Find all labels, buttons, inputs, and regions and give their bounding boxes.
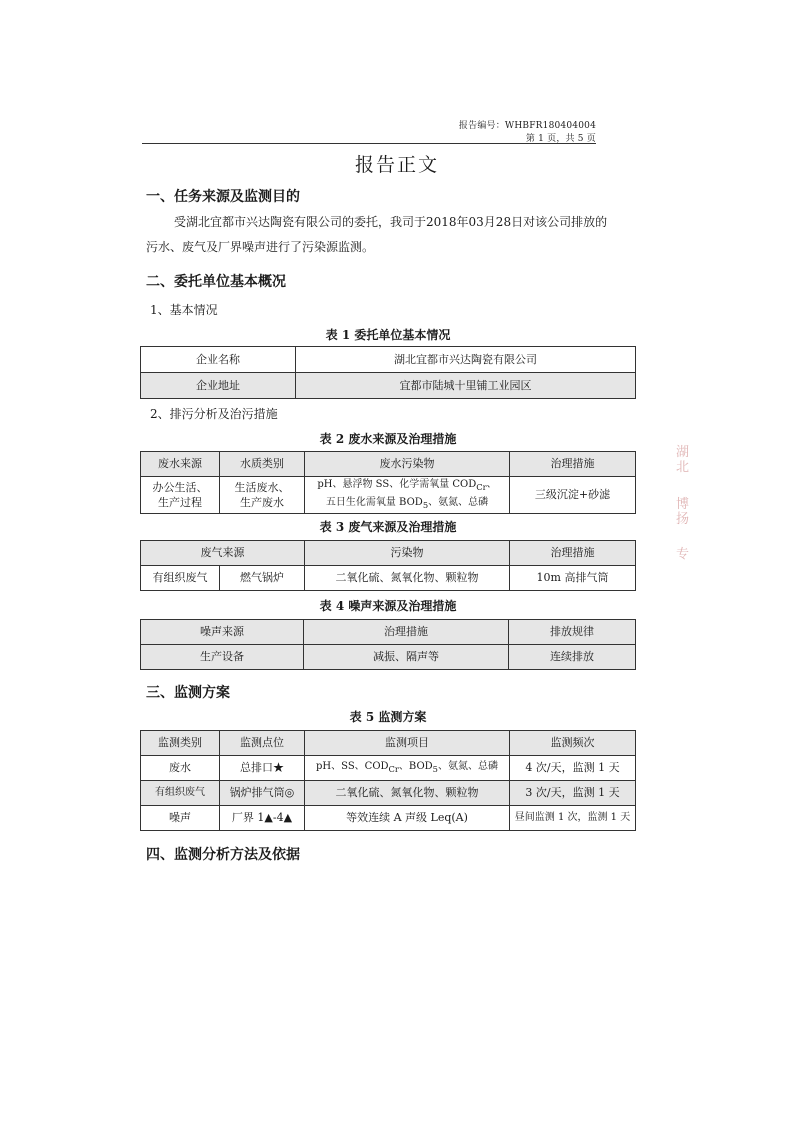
table-cell: 废水 (141, 756, 220, 781)
seal-stamp (676, 445, 696, 575)
section-1-paragraph: 受湖北宜都市兴达陶瓷有限公司的委托，我司于2018年03月28日对该公司排放的污水、废气及厂界噪声进行了污染源监测。 (146, 215, 608, 254)
stamp-char: 专 (676, 547, 690, 562)
table-cell: 等效连续 A 声级 Leq(A) (305, 806, 510, 831)
table-cell: 3 次/天，监测 1 天 (510, 781, 636, 806)
table-cell (305, 477, 510, 514)
table-row (141, 566, 636, 591)
table-row (141, 347, 636, 373)
table-header-cell: 监测项目 (305, 731, 510, 756)
table-cell: 减振、隔声等 (304, 645, 509, 670)
table-header-cell: 水质类别 (220, 452, 305, 477)
table-cell (141, 477, 220, 514)
table-cell: 厂界 1▲-4▲ (220, 806, 305, 831)
table-cell: 锅炉排气筒◎ (220, 781, 305, 806)
cell-text: pH、SS、COD (316, 761, 389, 772)
page-number: 第 1 页，共 5 页 (525, 134, 596, 144)
table-header-cell: 废水污染物 (305, 452, 510, 477)
table-header-cell: 监测频次 (510, 731, 636, 756)
table-4-caption: 表 4 噪声来源及治理措施 (319, 599, 457, 613)
table-row (141, 373, 636, 399)
table-cell: 总排口★ (220, 756, 305, 781)
table-cell: 4 次/天，监测 1 天 (510, 756, 636, 781)
table-cell: 湖北宜都市兴达陶瓷有限公司 (296, 347, 636, 373)
stamp-char: 博 (676, 497, 690, 512)
table-row (141, 731, 636, 756)
table-5-caption: 表 5 监测方案 (349, 710, 427, 724)
stamp-char: 北 (676, 460, 690, 475)
table-cell: 昼间监测 1 次，监测 1 天 (510, 806, 636, 831)
table-header-cell: 噪声来源 (141, 620, 304, 645)
table-cell: 有组织废气 (141, 566, 220, 591)
table-1-caption: 表 1 委托单位基本情况 (325, 328, 451, 342)
cell-line: 、氨氮、总磷 (428, 497, 489, 508)
section-3-heading: 三、监测方案 (146, 685, 230, 701)
table-row (141, 781, 636, 806)
table-cell: 二氧化硫、氮氧化物、颗粒物 (305, 781, 510, 806)
stamp-char: 扬 (676, 512, 690, 527)
cell-line: 生产过程 (158, 496, 202, 509)
table-header-cell: 治理措施 (510, 452, 636, 477)
table-row (141, 541, 636, 566)
table-cell: 企业地址 (141, 373, 296, 399)
table-header-cell: 治理措施 (510, 541, 636, 566)
table-2 (140, 451, 636, 514)
cell-text: 、氨氮、总磷 (437, 761, 498, 772)
section-2-heading: 二、委托单位基本概况 (146, 274, 286, 290)
table-cell: 连续排放 (509, 645, 636, 670)
table-cell: 二氧化硫、氮氧化物、颗粒物 (305, 566, 510, 591)
page-title: 报告正文 (354, 154, 439, 176)
table-cell: 三级沉淀+砂滤 (510, 477, 636, 514)
cell-line: 生产废水 (240, 496, 284, 509)
section-4-heading: 四、监测分析方法及依据 (146, 847, 300, 863)
table-5 (140, 730, 636, 831)
table-cell: 燃气锅炉 (220, 566, 305, 591)
table-2-caption: 表 2 废水来源及治理措施 (319, 432, 457, 446)
table-3-caption: 表 3 废气来源及治理措施 (319, 520, 457, 534)
table-header-cell: 废气来源 (141, 541, 305, 566)
table-header-cell: 排放规律 (509, 620, 636, 645)
table-3 (140, 540, 636, 591)
report-number: 报告编号：WHBFR180404004 (458, 121, 596, 131)
table-header-cell: 污染物 (305, 541, 510, 566)
table-row (141, 645, 636, 670)
table-header-cell: 监测类别 (141, 731, 220, 756)
subscript: Cr (476, 482, 487, 492)
cell-line: 生活废水、 (234, 481, 290, 494)
table-row (141, 806, 636, 831)
stamp-char: 湖 (676, 445, 690, 460)
table-cell: 10m 高排气筒 (510, 566, 636, 591)
table-header-cell: 监测点位 (220, 731, 305, 756)
subscript: Cr (388, 764, 399, 774)
table-cell: 有组织废气 (141, 781, 220, 806)
table-cell (305, 756, 510, 781)
cell-line: 五日生化需氧量 BOD (325, 497, 423, 508)
section-1-heading: 一、任务来源及监测目的 (146, 189, 300, 205)
subscript: 5 (422, 500, 429, 510)
table-cell (220, 477, 305, 514)
table-row (141, 477, 636, 514)
cell-line: pH、悬浮物 SS、化学需氧量 COD (317, 479, 477, 490)
table-cell: 噪声 (141, 806, 220, 831)
table-header-cell: 废水来源 (141, 452, 220, 477)
header-rule (142, 143, 596, 144)
table-row (141, 452, 636, 477)
table-1 (140, 346, 636, 399)
table-cell: 企业名称 (141, 347, 296, 373)
cell-text: 、BOD (398, 761, 433, 772)
subsection-pollution-analysis: 2、排污分析及治污措施 (150, 407, 278, 421)
table-row (141, 620, 636, 645)
table-header-cell: 治理措施 (304, 620, 509, 645)
cell-line: 办公生活、 (152, 481, 208, 494)
table-cell: 宜都市陆城十里铺工业园区 (296, 373, 636, 399)
cell-line: 、 (486, 479, 497, 490)
table-4 (140, 619, 636, 670)
subscript: 5 (432, 764, 438, 774)
table-cell: 生产设备 (141, 645, 304, 670)
subsection-basic-info: 1、基本情况 (150, 303, 218, 317)
table-row (141, 756, 636, 781)
